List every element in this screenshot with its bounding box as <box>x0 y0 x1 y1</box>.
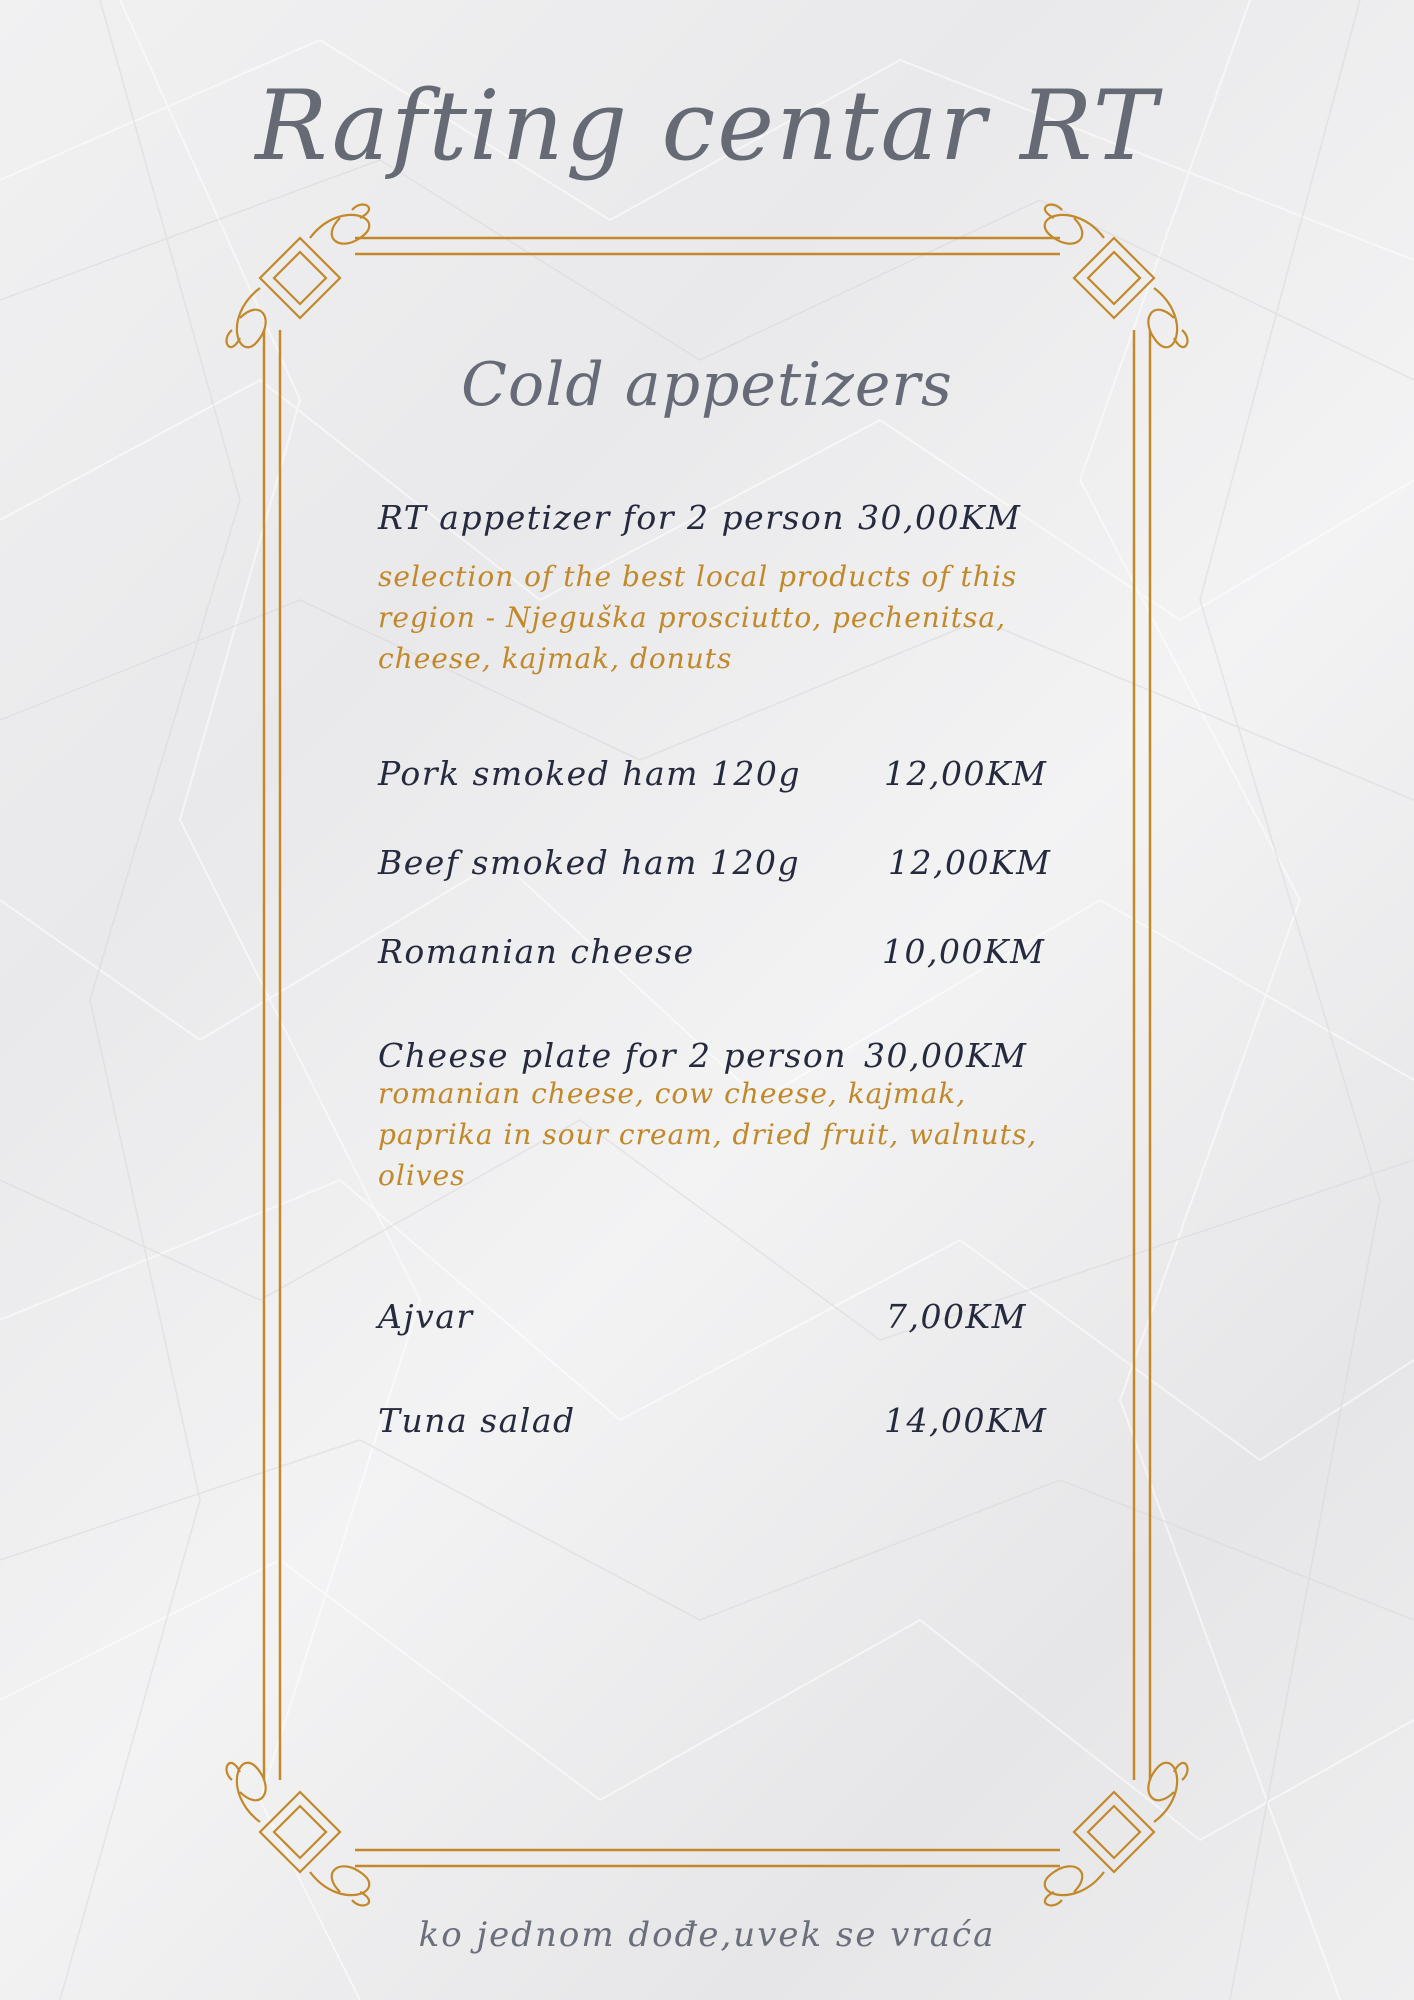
menu-item-name: Romanian cheese <box>378 932 695 971</box>
menu-item-price: 30,00KM <box>864 1036 1028 1075</box>
menu-item-rt-appetizer <box>378 498 1058 548</box>
menu-item-name: Beef smoked ham 120g <box>378 843 801 882</box>
section-title: Cold appetizers <box>461 350 953 420</box>
menu-item-price: 12,00KM <box>888 843 1052 882</box>
corner-ornament-bottom-right <box>1045 1763 1188 1906</box>
menu-item-price: 10,00KM <box>882 932 1046 971</box>
menu-item-name: Pork smoked ham 120g <box>378 754 802 793</box>
menu-item-ajvar <box>378 1297 1058 1347</box>
menu-item-name: Tuna salad <box>378 1401 576 1440</box>
menu-item-name: Ajvar <box>378 1297 474 1336</box>
corner-ornament-top-right <box>1045 205 1188 348</box>
menu-item-description: selection of the best local products of this region - Njeguška prosciutto, pechenitsa, cheese, kajmak, donuts <box>378 560 1018 675</box>
menu-item-name: RT appetizer for 2 person <box>378 498 846 537</box>
menu-item-romanian-cheese <box>378 932 1058 982</box>
menu-item-price: 14,00KM <box>884 1401 1048 1440</box>
footer-slogan: ko jednom dođe,uvek se vraća <box>418 1915 996 1955</box>
restaurant-title: Rafting centar RT <box>255 70 1159 182</box>
menu-item-price: 12,00KM <box>884 754 1048 793</box>
menu-item-beef-smoked-ham <box>378 843 1058 893</box>
menu-item-pork-smoked-ham <box>378 754 1058 804</box>
menu-item-price: 30,00KM <box>858 498 1022 537</box>
corner-ornament-bottom-left <box>227 1763 370 1906</box>
menu-item-tuna-salad <box>378 1401 1058 1451</box>
corner-ornament-top-left <box>227 205 370 348</box>
menu-item-name: Cheese plate for 2 person <box>378 1036 847 1075</box>
menu-item-description: romanian cheese, cow cheese, kajmak, paprika in sour cream, dried fruit, walnuts, olives <box>378 1077 1038 1192</box>
menu-item-price: 7,00KM <box>886 1297 1027 1336</box>
